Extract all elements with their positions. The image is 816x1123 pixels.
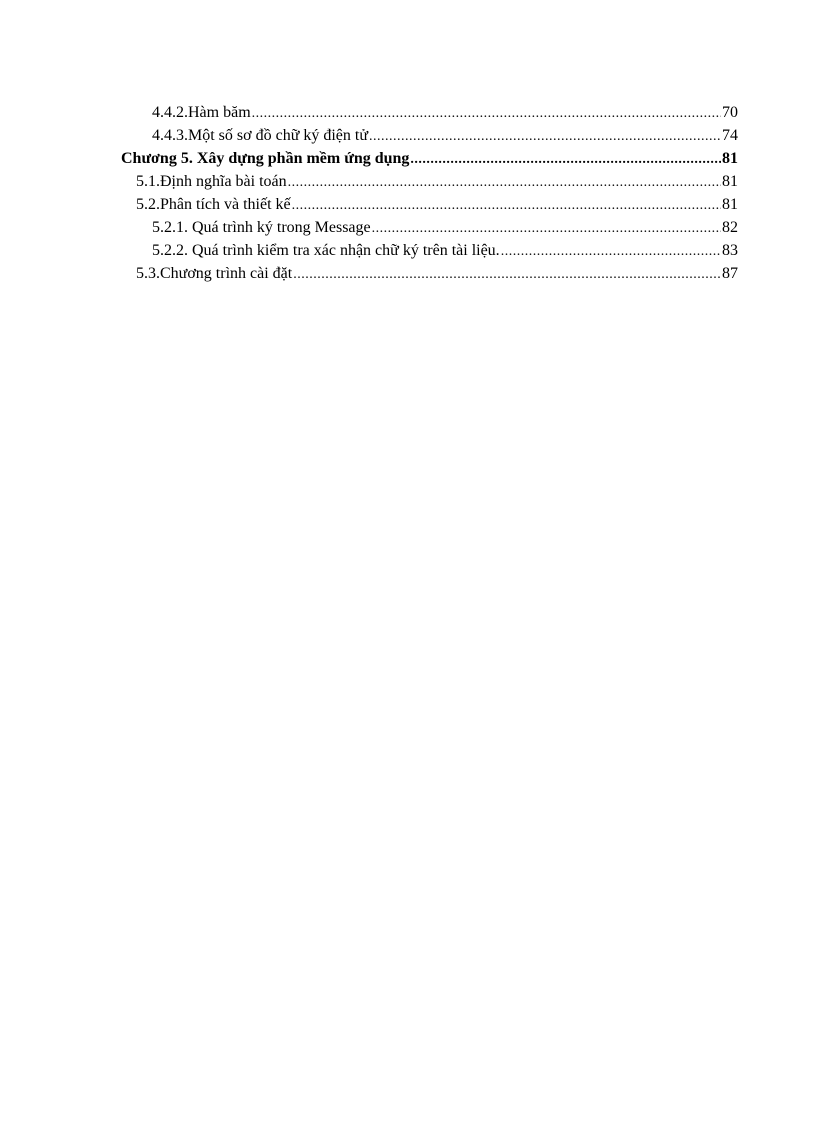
toc-entry-5-2-2[interactable] [152, 239, 738, 262]
toc-entry-5-1[interactable] [136, 170, 738, 193]
toc-page-number: 81 [722, 173, 738, 190]
toc-entry-title: 5.2.2. Quá trình kiểm tra xác nhận chữ ký trên tài liệu. [152, 242, 500, 259]
toc-dot-leader [372, 217, 721, 240]
toc-entry-chapter-5[interactable] [121, 147, 738, 170]
toc-entry-5-3[interactable] [136, 262, 738, 285]
toc-page-number: 74 [722, 127, 738, 144]
toc-page-number: 82 [722, 219, 738, 236]
toc-dot-leader [252, 102, 721, 125]
toc-dot-leader [292, 194, 721, 217]
toc-page-number: 81 [722, 150, 738, 167]
toc-entry-4-4-3[interactable] [152, 124, 738, 147]
toc-entry-title: 4.4.3.Một số sơ đồ chữ ký điện tử [152, 127, 369, 144]
toc-dot-leader [288, 171, 721, 194]
toc-entry-title: 5.2.1. Quá trình ký trong Message [152, 219, 371, 236]
toc-entry-4-4-2[interactable] [152, 101, 738, 124]
toc-dot-leader [369, 125, 721, 148]
toc-page-number: 70 [722, 104, 738, 121]
toc-entry-title: 5.3.Chương trình cài đặt [136, 265, 293, 282]
toc-entry-5-2[interactable] [136, 193, 738, 216]
toc-dot-leader [410, 148, 721, 171]
toc-page-number: 87 [722, 265, 738, 282]
toc-page-number: 81 [722, 196, 738, 213]
toc-entry-title: 5.2.Phân tích và thiết kế [136, 196, 291, 213]
toc-page-number: 83 [722, 242, 738, 259]
toc-dot-leader [293, 263, 721, 286]
toc-entry-title: Chương 5. Xây dựng phần mềm ứng dụng [121, 150, 410, 167]
toc-dot-leader [501, 240, 721, 263]
toc-entry-title: 4.4.2.Hàm băm [152, 104, 251, 121]
toc-entry-5-2-1[interactable] [152, 216, 738, 239]
toc-entry-title: 5.1.Định nghĩa bài toán [136, 173, 287, 190]
